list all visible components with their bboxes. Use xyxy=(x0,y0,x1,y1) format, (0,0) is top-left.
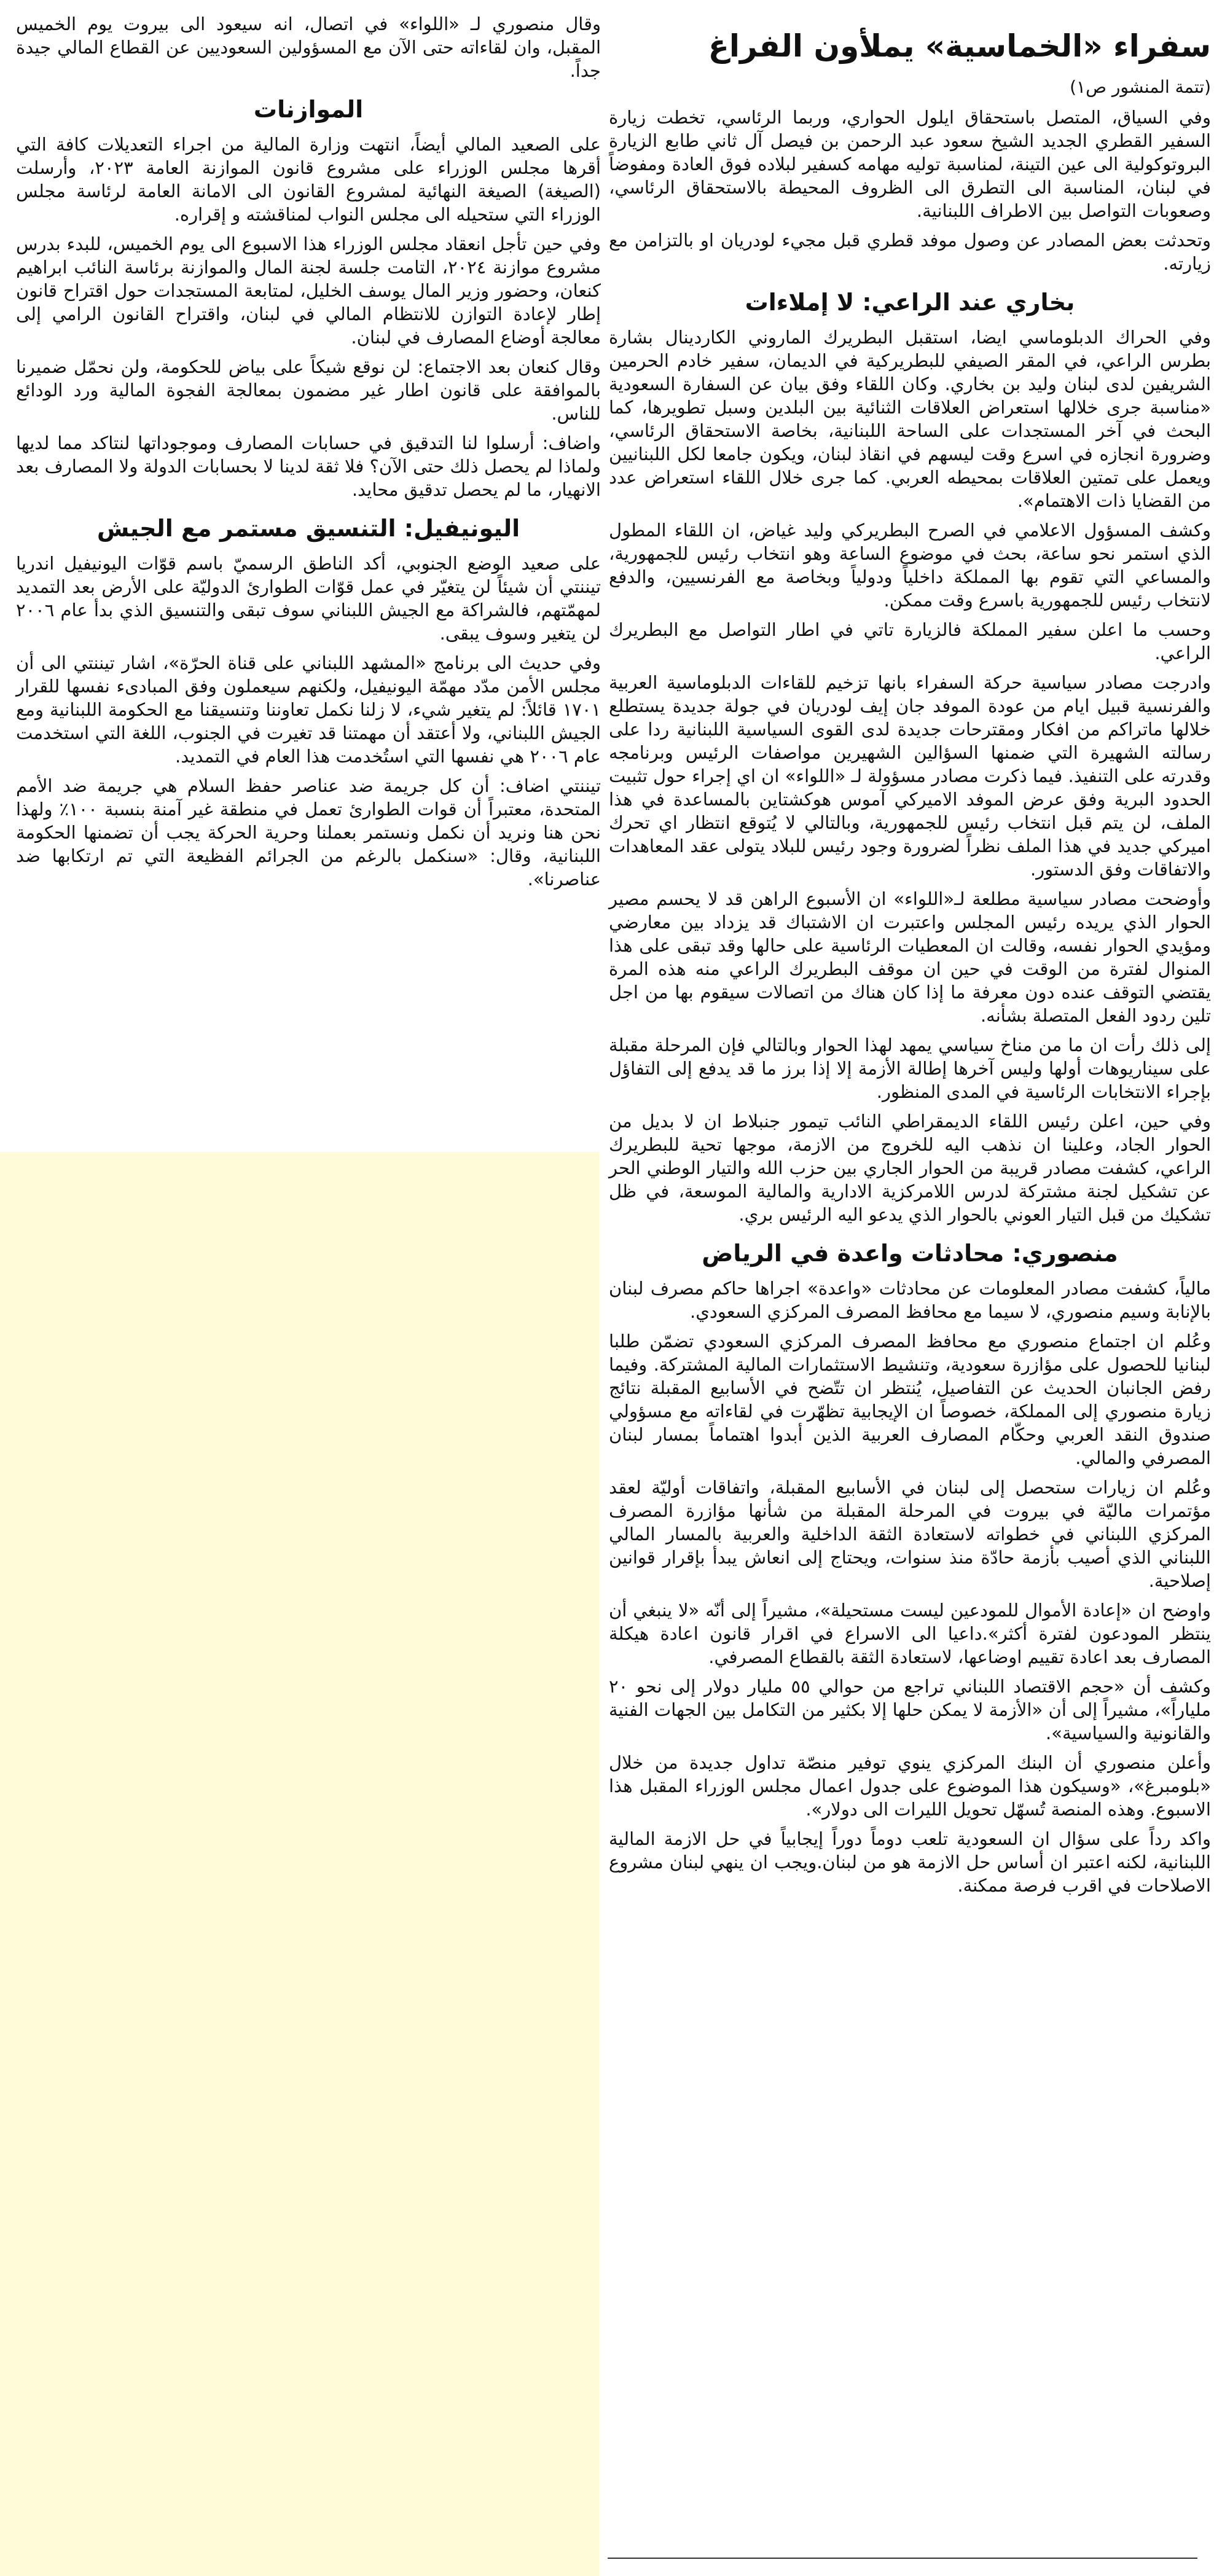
paragraph: مالياً، كشفت مصادر المعلومات عن محادثات «واعدة» اجراها حاكم مصرف لبنان بالإنابة وسيم منصوري، لا سيما مع محافظ المصرف المركزي السعودي. xyxy=(609,1278,1211,1322)
article-headline: سفراء «الخماسية» يملأون الفراغ xyxy=(708,28,1211,64)
paragraph: وادرجت مصادر سياسية حركة السفراء بانها تزخيم للقاءات الدبلوماسية العربية والفرنسية قبيل ايام من عودة الموفد جان إيف لودريان في جولة جديدة يستطلع خلالها ماتراكم من افكار ومقترحات جديدة لدى القوى السياسية اللبنانية ردا على رسالته الشهيرة التي ضمنها السؤالين الشهيرين مواصفات الرئيس وبرنامجه وقدرته على التنفيذ. فيما ذكرت مصادر مسؤولة لـ «اللواء» ان اي إجراء حول تثبيت الحدود البرية وفق عرض الموفد الاميركي آموس هوكشتاين بالمساعدة في هذا الملف، لن يتم قبل انتخاب رئيس للجمهورية، وبالتالي لا يُتوقع انتظار اي تحرك اميركي جديد في هذا الملف نظراً لضرورة وجود رئيس للبلاد يتولى عقد المعاهدات والاتفاقات وفق الدستور. xyxy=(609,672,1211,880)
paragraph: وقال كنعان بعد الاجتماع: لن نوقع شيكاً على بياض للحكومة، ولن نحمّل ضميرنا بالموافقة على قانون اطار غير مضمون بمعالجة الفجوة المالية ورد الودائع للناس. xyxy=(16,356,601,424)
paragraph: تيننتي اضاف: أن كل جريمة ضد عناصر حفظ السلام هي جريمة ضد الأمم المتحدة، معتبراً أن قوات الطوارئ تعمل في منطقة غير آمنة بنسبة ١٠٠٪ ولهذا نحن هنا ونريد أن نكمل ونستمر بعملنا وحرية الحركة يجب أن تضمنها الحكومة اللبنانية، وقال: «سنكمل بالرغم من الجرائم الفظيعة التي تم ارتكابها ضد عناصرنا». xyxy=(16,775,601,890)
paragraph: وتحدثت بعض المصادر عن وصول موفد قطري قبل مجيء لودريان او بالتزامن مع زيارته. xyxy=(609,230,1211,274)
paragraph: وحسب ما اعلن سفير المملكة فالزيارة تاتي في اطار التواصل مع البطريرك الراعي. xyxy=(609,619,1211,664)
paragraph: على صعيد الوضع الجنوبي، أكد الناطق الرسميّ باسم قوّات اليونيفيل اندريا تيننتي أن شيئاً لن يتغيّر في عمل قوّات الطوارئ الدوليّة على الأرض بعد التمديد لمهمّتهم، فالشراكة مع الجيش اللبناني سوف تبقى والتنسيق الذي بدأ عام ٢٠٠٦ لن يتغير وسوف يبقى. xyxy=(16,553,601,644)
paragraph: واضاف: أرسلوا لنا التدقيق في حسابات المصارف وموجوداتها لنتاكد مما لديها ولماذا لم يحصل ذلك حتى الآن؟ فلا ثقة لدينا لا بحسابات الدولة ولا المصارف بعد الانهيار، ما لم يحصل تدقيق محايد. xyxy=(16,433,601,500)
section-heading: منصوري: محادثات واعدة في الرياض xyxy=(702,1240,1118,1267)
section-heading: اليونيفيل: التنسيق مستمر مع الجيش xyxy=(96,515,520,542)
article-column-right xyxy=(595,0,1222,2576)
paragraph: وأوضحت مصادر سياسية مطلعة لـ«اللواء» ان الأسبوع الراهن قد لا يحسم مصير الحوار الذي يريده رئيس المجلس واعتبرت ان الاشتباك قد يزداد بين معارضي ومؤيدي الحوار نفسه، وقالت ان المعطيات الرئاسية على حالها وقد تبقى على هذا المنوال لفترة من الوقت في حين ان موقف البطريرك الراعي منه هذه المرة يقتضي التوقف عنده دون معرفة ما إذا كان هناك من اتصالات سيقوم بها من اجل تلين ردود الفعل المتصلة بشأنه. xyxy=(609,888,1211,1026)
paragraph: واوضح ان «إعادة الأموال للمودعين ليست مستحيلة»، مشيراً إلى أنّه «لا ينبغي أن ينتظر المودعون لفترة أكثر».داعيا الى الاسراع في اقرار قانون اعادة هيكلة المصارف بعد اعادة تقييم اوضاعها، لاستعادة الثقة بالقطاع المصرفي. xyxy=(609,1600,1211,1667)
section-heading: الموازنات xyxy=(253,96,364,123)
section-heading: بخاري عند الراعي: لا إملاءات xyxy=(745,289,1075,316)
paragraph: وعُلم ان اجتماع منصوري مع محافظ المصرف المركزي السعودي تضمّن طلبا لبنانيا للحصول على مؤازرة سعودية، وتنشيط الاستثمارات المالية المشتركة. وفيما رفض الجانبان الحديث عن التفاصيل، يُنتظر ان تتّضح في الأسابيع المقبلة نتائج زيارة منصوري إلى المملكة، خصوصاً ان الإيجابية تظهّرت في لقاءاته مع مسؤولي صندوق النقد العربي وحكّام المصارف العربية الذين أبدوا اهتماماً بمسار لبنان المصرفي والمالي. xyxy=(609,1331,1211,1468)
paragraph: على الصعيد المالي أيضاً، انتهت وزارة المالية من اجراء التعديلات كافة التي أقرها مجلس الوزراء على مشروع قانون الموازنة العامة ٢٠٢٣، وأرسلت (الصيغة) الصيغة النهائية لمشروع القانون الى الامانة العامة لرئاسة مجلس الوزراء التي ستحيله الى مجلس النواب لمناقشته و إقراره. xyxy=(16,134,601,225)
paragraph: إلى ذلك رأت ان ما من مناخ سياسي يمهد لهذا الحوار وبالتالي فإن المرحلة مقبلة على سيناريوهات أولها وليس آخرها إطالة الأزمة إلا إذا برز ما قد يدفع إلى التفاؤل بإجراء الانتخابات الرئاسية في المدى المنظور. xyxy=(609,1035,1211,1102)
paragraph: وفي السياق، المتصل باستحقاق ايلول الحواري، وربما الرئاسي، تخطت زيارة السفير القطري الجديد الشيخ سعود عبد الرحمن بن فيصل آل ثاني طابع الزيارة البروتوكولية الى عين التينة، لمناسبة توليه مهامه كسفير لبلاده فوق العادة ومفوضاً في لبنان، المناسبة الى التطرق الى الظروف المحيطة بالاستحقاق الرئاسي، وصعوبات التواصل بين الاطراف اللبنانية. xyxy=(609,107,1211,221)
paragraph: وفي حين، اعلن رئيس اللقاء الديمقراطي النائب تيمور جنبلاط ان لا بديل من الحوار الجاد، وعلينا ان نذهب اليه للخروج من الازمة، موجها تحية للبطريرك الراعي، كشفت مصادر قريبة من الحوار الجاري بين حزب الله والتيار الوطني الحر عن تشكيل لجنة مشتركة لدرس اللامركزية الادارية والمالية الموسعة، في ظل تشكيك من قبل التيار العوني بالحوار الذي يدعو اليه الرئيس بري. xyxy=(609,1111,1211,1225)
paragraph: وفي الحراك الدبلوماسي ايضا، استقبل البطريرك الماروني الكاردينال بشارة بطرس الراعي، في المقر الصيفي للبطريركية في الديمان، سفير خادم الحرمين الشريفين لدى لبنان وليد بن بخاري. وكان اللقاء وفق بيان عن السفارة السعودية «مناسبة جرى خلالها استعراض العلاقات الثنائية بين البلدين وسبل تطويرها، كما البحث في آخر المستجدات على الساحة اللبنانية، بخاصة الاستحقاق الرئاسي، وضرورة انجازه في اسرع وقت ليسهم في انقاذ لبنان، ويكون جامعا لكل اللبنانيين ويعمل على تمتين العلاقات بمحيطه العربي. كما جرى خلال اللقاء استعراض عدد من القضايا ذات الاهتمام». xyxy=(609,327,1211,511)
paragraph: وفي حين تأجل انعقاد مجلس الوزراء هذا الاسبوع الى يوم الخميس، للبدء بدرس مشروع موازنة ٢٠٢٤، التامت جلسة لجنة المال والموازنة برئاسة النائب ابراهيم كنعان، وحضور وزير المال يوسف الخليل، لمتابعة المستجدات حول اقتراح قانون إطار لإعادة التوازن للانتظام المالي في لبنان، واقتراح القانون الرامي إلى معالجة أوضاع المصارف في لبنان. xyxy=(16,233,601,348)
bottom-divider xyxy=(608,2558,1197,2559)
continuation-note: (تتمة المنشور ص١) xyxy=(1070,77,1211,97)
paragraph: وأعلن منصوري أن البنك المركزي ينوي توفير منصّة تداول جديدة من خلال «بلومبرغ»، «وسيكون هذا الموضوع على جدول اعمال مجلس الوزراء المقبل هذا الاسبوع. وهذه المنصة تُسهّل تحويل الليرات الى دولار». xyxy=(609,1752,1211,1820)
paragraph: وفي حديث الى برنامج «المشهد اللبناني على قناة الحرّة»، اشار تيننتي الى أن مجلس الأمن مدّد مهمّة اليونيفيل، ولكنهم سيعملون وفق المبادىء نفسها للقرار ١٧٠١ قائلاً: لم يتغير شيء، لا زلنا نكمل تعاوننا وتنسيقنا مع الحكومة اللبنانية ومع الجيش اللبناني، ولا أعتقد أن مهمتنا قد تغيرت في الجنوب، اللغة التي استخدمت عام ٢٠٠٦ هي نفسها التي استُخدمت هذا العام في التمديد. xyxy=(16,652,601,767)
paragraph: واكد رداً على سؤال ان السعودية تلعب دوماً دوراً إيجابياً في حل الازمة المالية اللبنانية، لكنه اعتبر ان أساس حل الازمة هو من لبنان.ويجب ان ينهي لبنان مشروع الاصلاحات في اقرب فرصة ممكنة. xyxy=(609,1828,1211,1896)
paragraph: وكشف أن «حجم الاقتصاد اللبناني تراجع من حوالي ٥٥ مليار دولار إلى نحو ٢٠ ملياراً»، مشيراً إلى أن «الأزمة لا يمكن حلها إلا بكثير من التكامل بين الجهات الفنية والقانونية والسياسية». xyxy=(609,1676,1211,1744)
paragraph: وعُلم ان زيارات ستحصل إلى لبنان في الأسابيع المقبلة، واتفاقات أوليّة لعقد مؤتمرات ماليّة في بيروت في المرحلة المقبلة من شأنها مؤازرة المصرف المركزي اللبناني في خطواته لاستعادة الثقة الداخلية والعربية بالمسار المالي اللبناني الذي أصيب بأزمة حادّة منذ سنوات، ويحتاج إلى انعاش يبدأ بإقرار قوانين إصلاحية. xyxy=(609,1477,1211,1591)
paragraph: وكشف المسؤول الاعلامي في الصرح البطريركي وليد غياض، ان اللقاء المطول الذي استمر نحو ساعة، بحث في موضوع الساعة وهو انتخاب رئيس للجمهورية، والمساعي التي تقوم بها المملكة داخلياً ودولياً وبخاصة مع الفرنسيين، والدفع لانتخاب رئيس للجمهورية باسرع وقت ممكن. xyxy=(609,520,1211,611)
paragraph: وقال منصوري لـ «اللواء» في اتصال، انه سيعود الى بيروت يوم الخميس المقبل، وان لقاءاته حتى الآن مع المسؤولين السعوديين عن القطاع المالي جيدة جداً. xyxy=(16,14,601,81)
